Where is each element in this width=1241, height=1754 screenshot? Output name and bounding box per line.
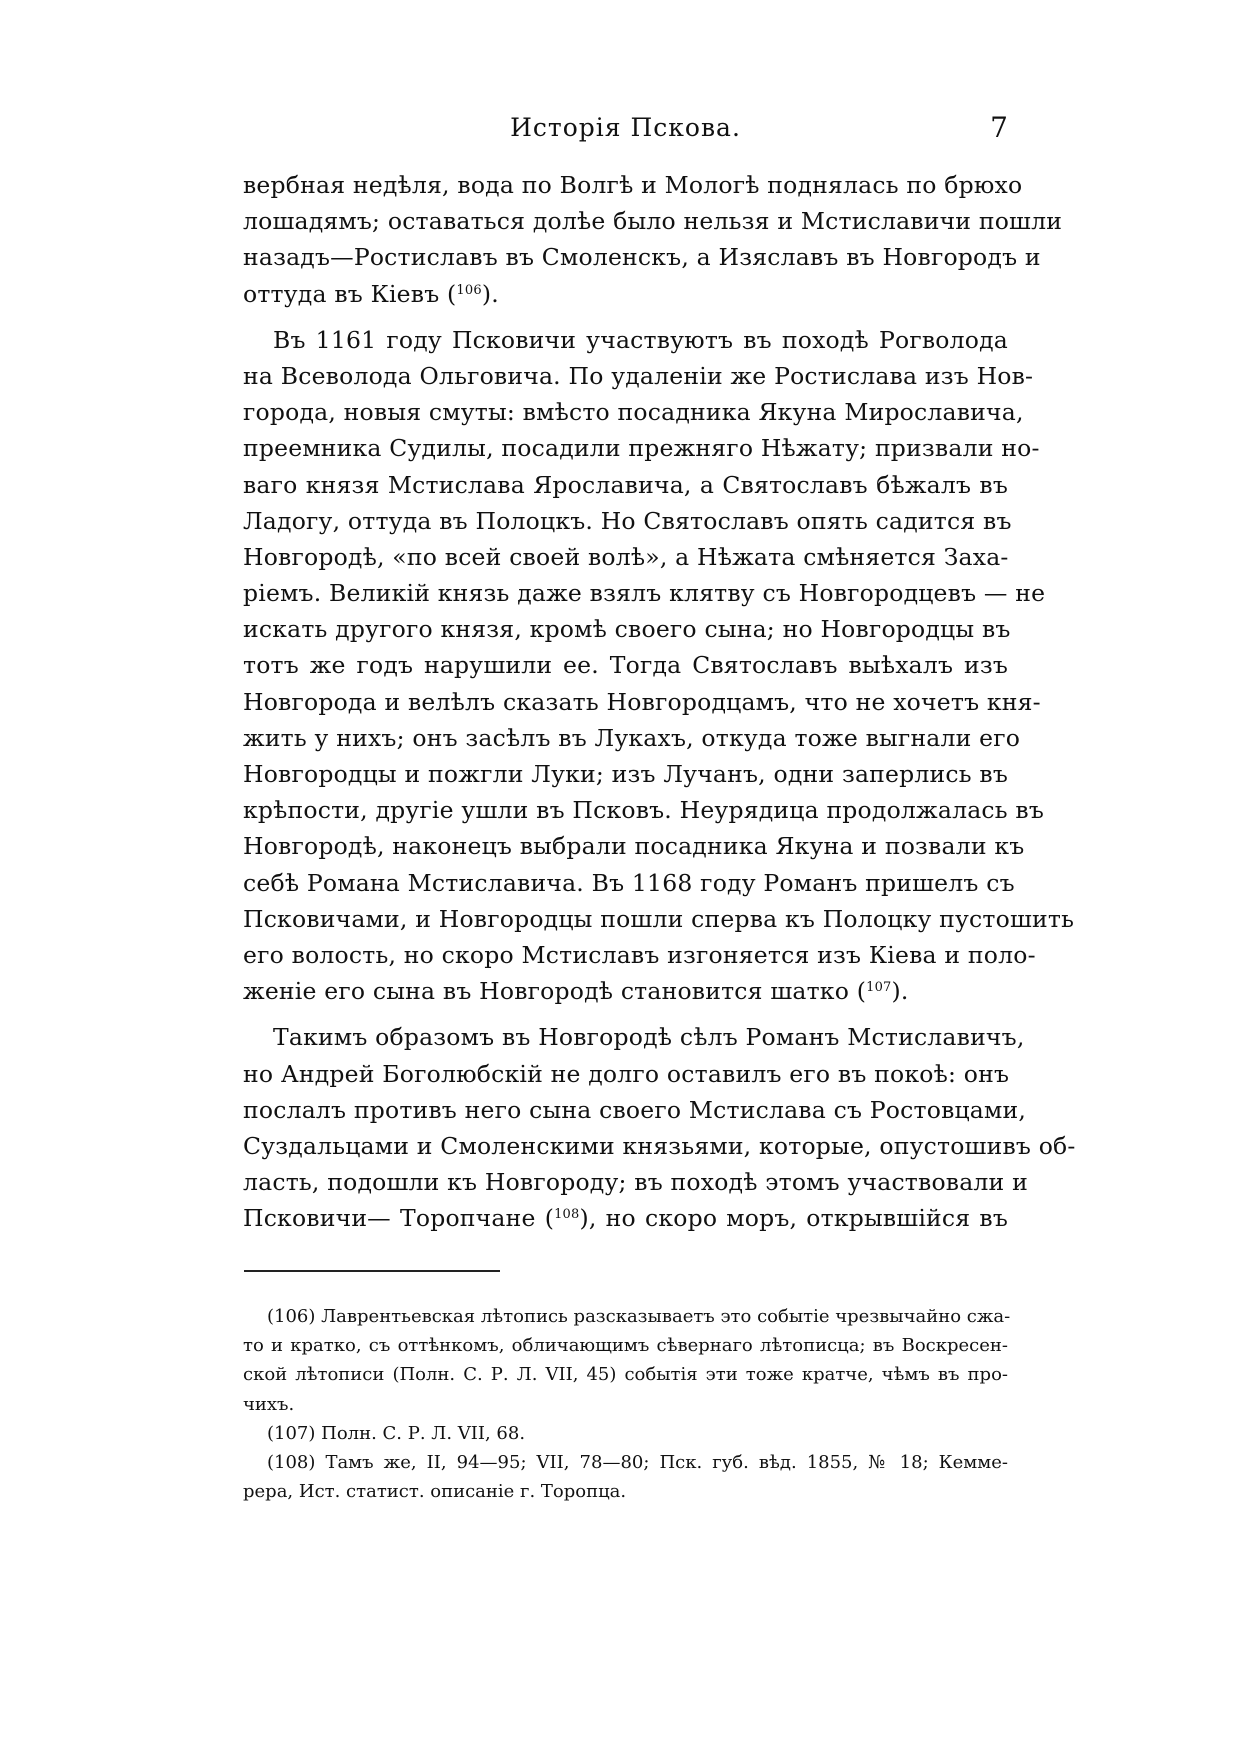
- text-line-part: ), но скоро моръ, открывшійся въ: [579, 1204, 1008, 1233]
- footnote-ref: 108: [554, 1207, 580, 1223]
- text-line: жить у нихъ; онъ засѣлъ въ Лукахъ, откуда тоже выгнали его: [243, 723, 1021, 752]
- footnote-line: чихъ.: [243, 1393, 295, 1415]
- text-line-part: Псковичи— Торопчане (: [243, 1204, 555, 1233]
- footnote-106: [243, 1302, 1011, 1331]
- text-line: его волость, но скоро Мстиславъ изгоняется изъ Кіева и поло-: [243, 940, 1036, 969]
- text-line: ріемъ. Великій князь даже взялъ клятву съ Новгородцевъ — не: [243, 579, 1046, 608]
- footnote-107: [243, 1419, 1008, 1448]
- main-text: [243, 167, 1076, 1236]
- footnote-text: Тамъ же, II, 94—95; VII, 78—80; Пск. губ. вѣд. 1855, № 18; Кемме-: [315, 1451, 1008, 1473]
- text-line-part: женіе его сына въ Новгородѣ становится шатко (: [243, 977, 867, 1006]
- text-line: но Андрей Боголюбскій не долго оставилъ его въ покоѣ: онъ: [243, 1059, 1010, 1088]
- text-line: города, новыя смуты: вмѣсто посадника Якуна Мирославича,: [243, 398, 1024, 427]
- text-line: Новгородѣ, наконецъ выбрали посадника Якуна и позвали къ: [243, 832, 1025, 861]
- text-line: Новгорода и велѣлъ сказать Новгородцамъ, что не хочетъ кня-: [243, 687, 1041, 716]
- text-line: Новгородѣ, «по всей своей волѣ», а Нѣжата смѣняется Заха-: [243, 542, 1009, 571]
- text-line-part: оттуда въ Кіевъ (: [243, 279, 457, 308]
- footnote-ref: 107: [866, 980, 892, 996]
- footnote-mark: (107): [267, 1422, 316, 1444]
- footnote-line: рера, Ист. статист. описаніе г. Торопца.: [243, 1481, 627, 1503]
- footnote-108: [243, 1448, 1008, 1477]
- running-header: [243, 108, 1008, 152]
- text-line: Суздальцами и Смоленскими князьями, которые, опустошивъ об-: [243, 1131, 1076, 1160]
- text-line: Ладогу, оттуда въ Полоцкъ. Но Святославъ опять садится въ: [243, 506, 1012, 535]
- footnote-divider: [244, 1270, 500, 1272]
- text-line: преемника Судилы, посадили прежняго Нѣжату; призвали но-: [243, 434, 1040, 463]
- footnotes: [243, 1302, 1011, 1506]
- text-line: [243, 276, 1008, 312]
- text-line: вербная недѣля, вода по Волгѣ и Мологѣ поднялась по брюхо: [243, 171, 1023, 199]
- running-title: Исторія Пскова.: [510, 113, 741, 142]
- text-line: назадъ—Ростиславъ въ Смоленскъ, а Изяславъ въ Новгородъ и: [243, 243, 1041, 272]
- footnote-mark: (106): [267, 1306, 316, 1327]
- text-line: крѣпости, другіе ушли въ Псковъ. Неурядица продолжалась въ: [243, 796, 1045, 825]
- text-line: Новгородцы и пожгли Луки; изъ Лучанъ, одни заперлись въ: [243, 760, 1008, 788]
- text-line-part: ).: [481, 279, 499, 308]
- text-line: послалъ противъ него сына своего Мстислава съ Ростовцами,: [243, 1095, 1027, 1124]
- text-line: лошадямъ; оставаться долѣе было нельзя и Мстиславичи пошли: [243, 207, 1063, 236]
- footnote-line: ской лѣтописи (Полн. С. Р. Л. VII, 45) событія эти тоже кратче, чѣмъ въ про-: [243, 1364, 1008, 1386]
- text-line: Въ 1161 году Псковичи участвуютъ въ походѣ Рогволода: [273, 325, 1008, 354]
- text-line: ваго князя Мстислава Ярославича, а Святославъ бѣжалъ въ: [243, 470, 1008, 499]
- text-line: [243, 973, 1008, 1009]
- footnote-mark: (108): [267, 1451, 316, 1473]
- footnote-text: Лаврентьевская лѣтопись разсказываетъ это событіе чрезвычайно сжа-: [315, 1306, 1011, 1327]
- footnote-text: Полн. С. Р. Л. VII, 68.: [315, 1422, 526, 1444]
- text-line: себѣ Романа Мстиславича. Въ 1168 году Романъ пришелъ съ: [243, 868, 1015, 897]
- text-line: тотъ же годъ нарушили ее. Тогда Святославъ выѣхалъ изъ: [243, 651, 1008, 680]
- text-line: на Всеволода Ольговича. По удаленіи же Ростислава изъ Нов-: [243, 361, 1034, 390]
- text-line: Такимъ образомъ въ Новгородѣ сѣлъ Романъ Мстиславичъ,: [273, 1023, 1025, 1052]
- page-number: 7: [990, 111, 1008, 144]
- footnote-ref: 106: [456, 282, 482, 298]
- text-line: ласть, подошли къ Новгороду; въ походѣ этомъ участвовали и: [243, 1168, 1028, 1197]
- text-line-part: ).: [891, 977, 909, 1006]
- text-line: искать другого князя, кромѣ своего сына; но Новгородцы въ: [243, 615, 1011, 644]
- text-line: [243, 1200, 1008, 1236]
- footnote-line: то и кратко, съ оттѣнкомъ, обличающимъ сѣвернаго лѣтописца; въ Воскресен-: [243, 1335, 1008, 1357]
- text-line: Псковичами, и Новгородцы пошли сперва къ Полоцку пустошить: [243, 904, 1075, 933]
